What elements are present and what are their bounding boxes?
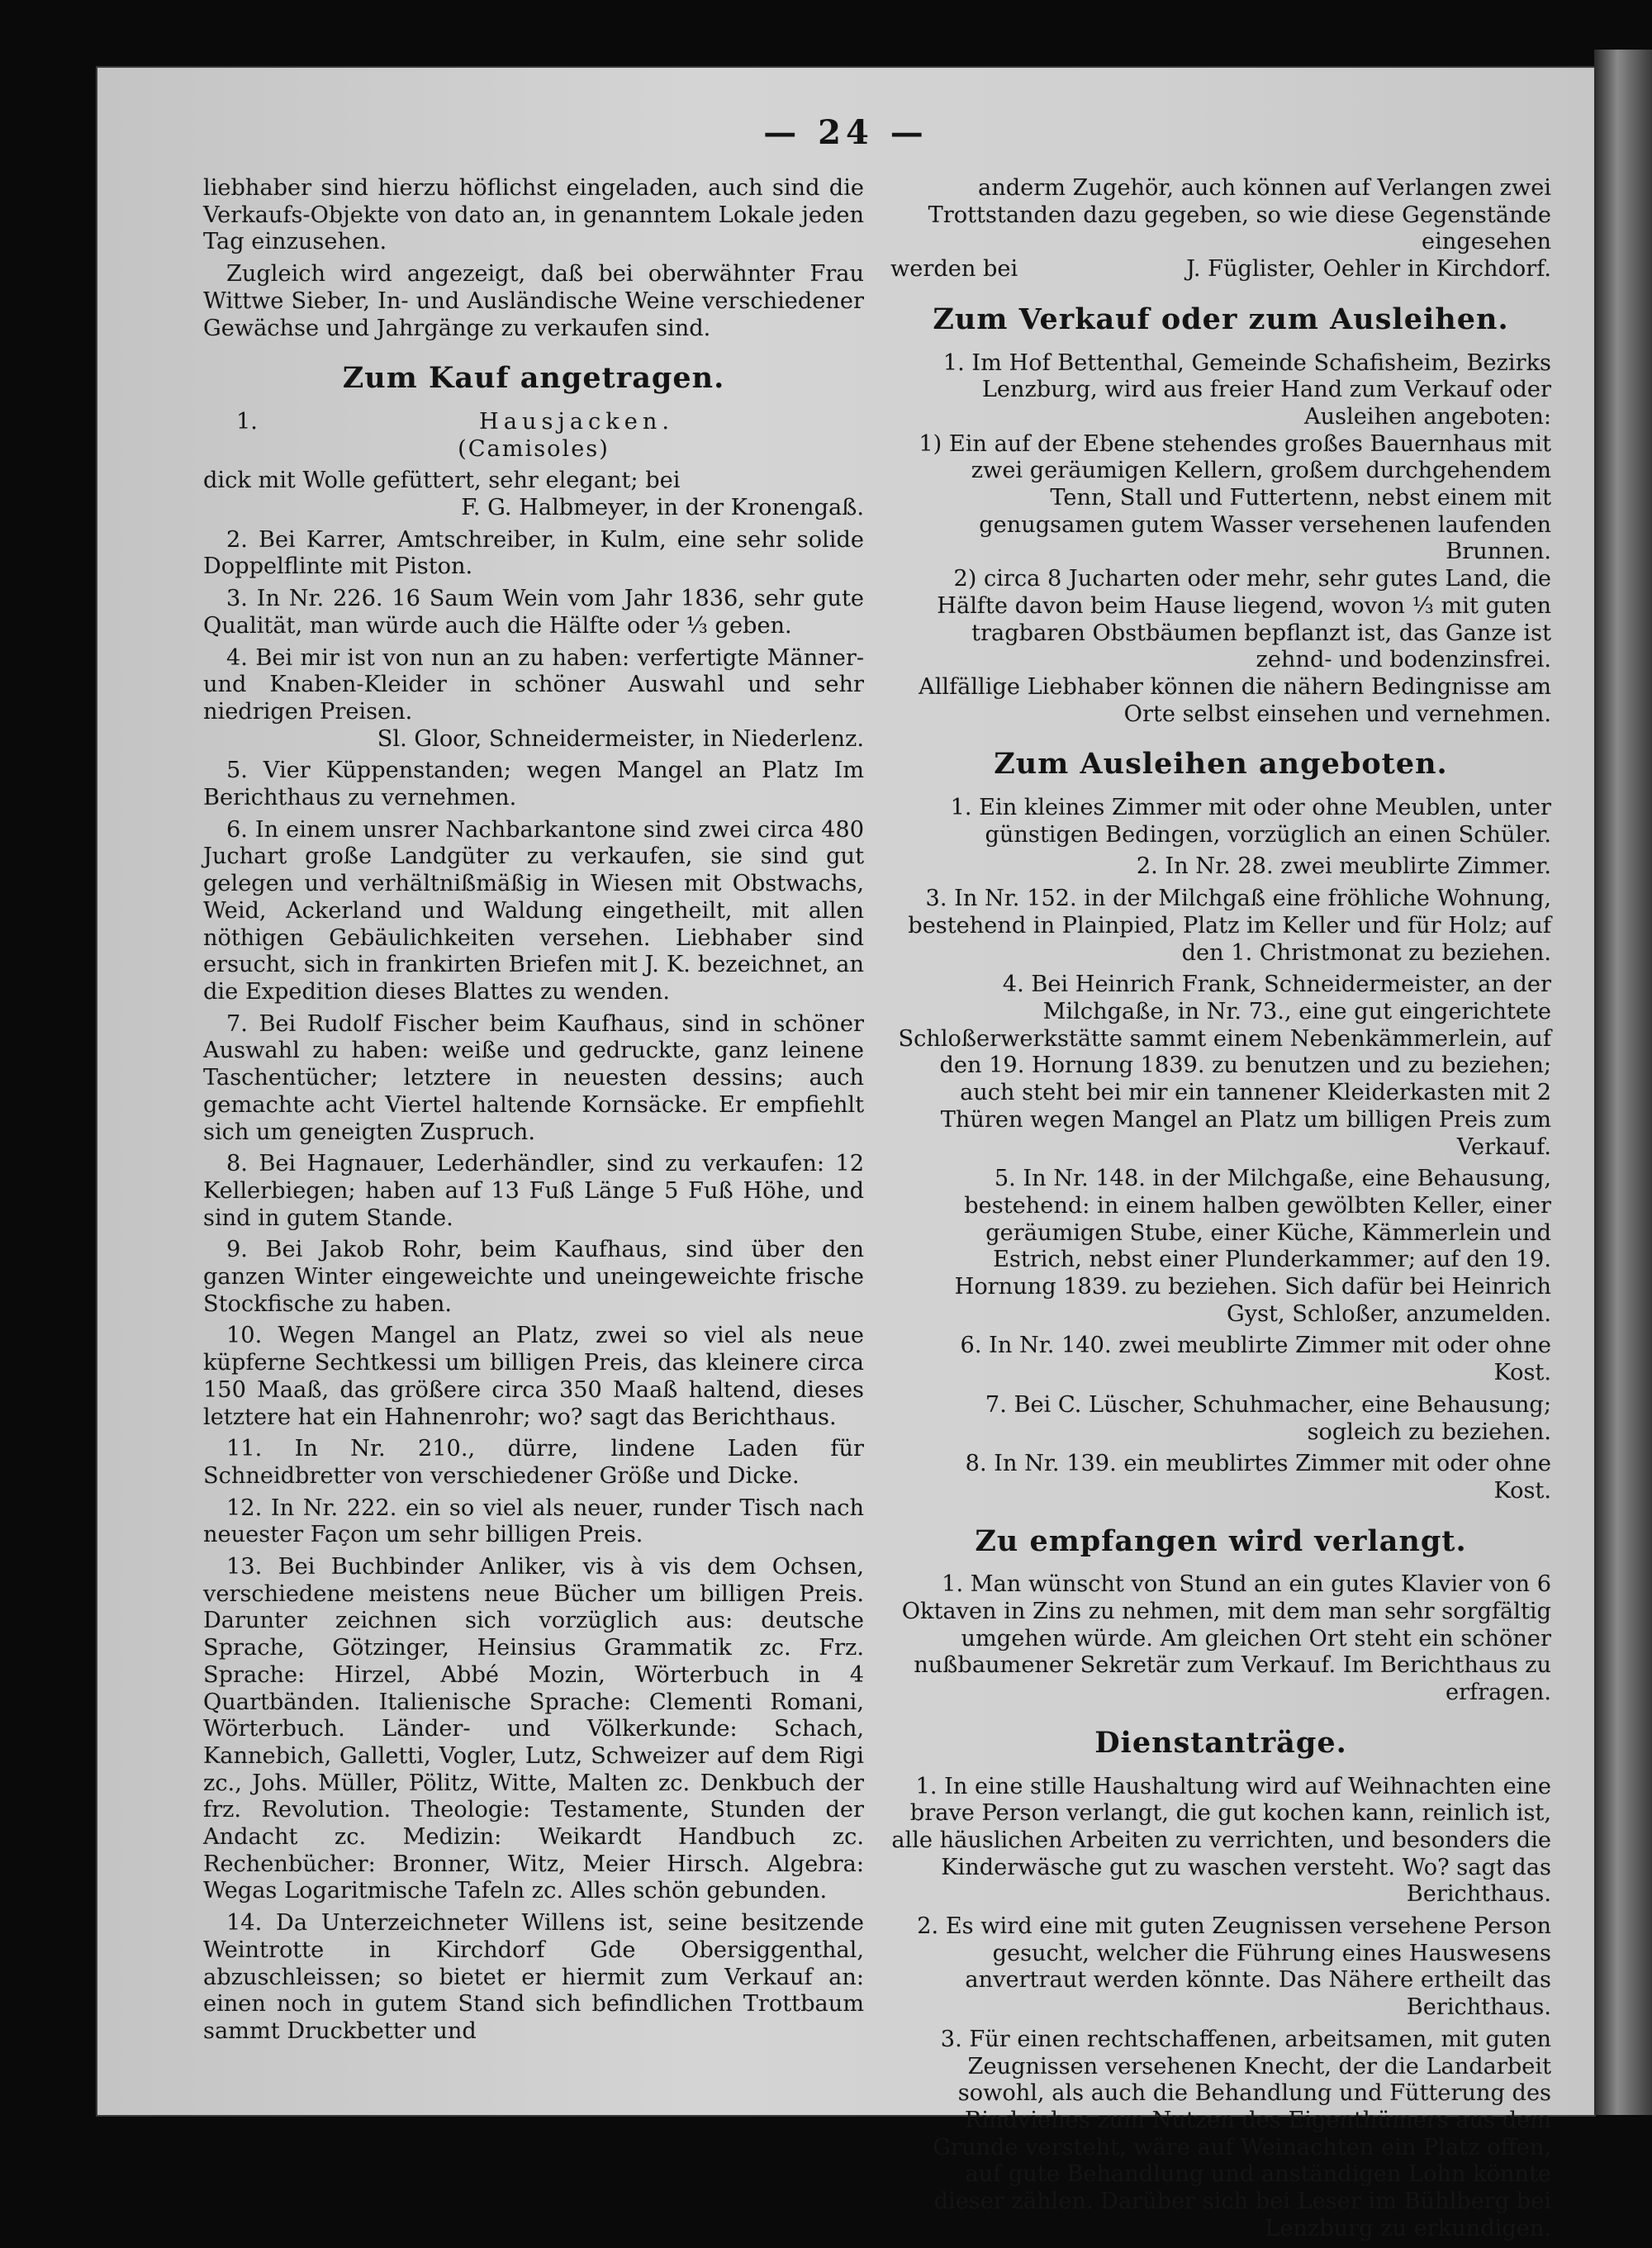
item-1-subtitle: (Camisoles) [458, 435, 610, 462]
item-14-pre: werden bei [890, 256, 1018, 283]
item-9: 9. Bei Jakob Rohr, beim Kaufhaus, sind über den ganzen Winter eingeweichte und uneingeweichte frische Stockfische zu haben. [203, 1237, 864, 1317]
dienst-3: 3. Für einen rechtschaffenen, arbeitsamen, mit guten Zeugnissen versehenen Knecht, der die Landarbeit sowohl, als auch die Behandlung und Fütterung des Rindviehes zum Nutzen des Eigenthümers aus dem Grunde versteht, wäre auf Weinachten ein Platz offen, auf gute Behandlung und anständigen Lohn könnte dieser zählen. Darüber sich bei Leser im Bühlberg bei Lenzburg zu erkundigen. [933, 2026, 1551, 2241]
newspaper-page [97, 68, 1594, 2241]
ausleihen-2: 2. In Nr. 28. zwei meublirte Zimmer. [1136, 853, 1551, 880]
right-column [890, 175, 1551, 2248]
section-heading-empfangen: Zu empfangen wird verlangt. [975, 1523, 1467, 1558]
ausleihen-6: 6. In Nr. 140. zwei meublirte Zimmer mit oder ohne Kost. [960, 1333, 1551, 1386]
ausleihen-8: 8. In Nr. 139. ein meublirtes Zimmer mit oder ohne Kost. [965, 1451, 1551, 1504]
next-page-edge [1594, 50, 1652, 2115]
section-heading-kauf: Zum Kauf angetragen. [342, 361, 725, 396]
section-heading-dienstantraege: Dienstanträge. [1094, 1725, 1347, 1760]
item-5: 5. Vier Küppenstanden; wegen Mangel an Platz Im Berichthaus zu vernehmen. [203, 758, 864, 811]
item-14-signature: J. Füglister, Oehler in Kirchdorf. [1186, 256, 1551, 283]
section-heading-ausleihen: Zum Ausleihen angeboten. [994, 747, 1448, 782]
intro-paragraph: liebhaber sind hierzu höflichst eingeladen, auch sind die Verkaufs-Objekte von dato an, in genanntem Lokale jeden Tag einzusehen. [203, 175, 864, 255]
item-1-head [203, 409, 864, 436]
left-column [203, 175, 864, 2051]
item-1-text: dick mit Wolle gefüttert, sehr elegant; bei [203, 468, 681, 494]
verkauf-1: 1. Im Hof Bettenthal, Gemeinde Schafisheim, Bezirks Lenzburg, wird aus freier Hand zum Verkauf oder Ausleihen angeboten: [942, 349, 1551, 430]
verkauf-1b: 2) circa 8 Jucharten oder mehr, sehr gutes Land, die Hälfte davon beim Hause liegend, wovon ⅓ mit guten tragbaren Obstbäumen bepflanzt ist, das Ganze ist zehnd- und bodenzinsfrei. [937, 566, 1551, 673]
item-2: 2. Bei Karrer, Amtschreiber, in Kulm, eine sehr solide Doppelflinte mit Piston. [203, 526, 864, 580]
dienst-2: 2. Es wird eine mit guten Zeugnissen versehene Person gesucht, welcher die Führung eines Hauswesens anvertraut werden könnte. Das Nähere ertheilt das Berichthaus. [917, 1913, 1551, 2021]
item-6: 6. In einem unsrer Nachbarkantone sind zwei circa 480 Juchart große Landgüter zu verkaufen, sie sind gut gelegen und verhältnißmäßig in Wiesen mit Obstwachs, Weid, Ackerland und Waldung eingetheilt, mit allen nöthigen Gebäulichkeiten versehen. Liebhaber sind ersucht, sich in frankirten Briefen mit J. K. bezeichnet, an die Expedition dieses Blattes zu wenden. [203, 816, 864, 1005]
item-8: 8. Bei Hagnauer, Lederhändler, sind zu verkaufen: 12 Kellerbiegen; haben auf 13 Fuß Länge 5 Fuß Höhe, und sind in gutem Stande. [203, 1151, 864, 1231]
item-13: 13. Bei Buchbinder Anliker, vis à vis dem Ochsen, verschiedene meistens neue Bücher um billigen Preis. Darunter zeichnen sich vorzüglich aus: deutsche Sprache, Götzinger, Heinsius Grammatik zc. Frz. Sprache: Hirzel, Abbé Mozin, Wörterbuch in 4 Quartbänden. Italienische Sprache: Clementi Romani, Wörterbuch. Länder- und Völkerkunde: Schach, Kannebich, Galletti, Vogler, Lutz, Schweizer auf dem Rigi zc., Johs. Müller, Pölitz, Witte, Malten zc. Denkbuch der frz. Revolution. Theologie: Testamente, Stunden der Andacht zc. Medizin: Weikardt Handbuch zc. Rechenbücher: Bronner, Witz, Meier Hirsch. Algebra: Wegas Logaritmische Tafeln zc. Alles schön gebunden. [203, 1554, 864, 1904]
item-1-signature: F. G. Halbmeyer, in der Kronengaß. [461, 495, 864, 521]
item-7: 7. Bei Rudolf Fischer beim Kaufhaus, sind in schöner Auswahl zu haben: weiße und gedruckte, ganz leinene Taschentücher; letztere in neuesten dessins; auch gemachte acht Viertel haltende Kornsäcke. Er empfiehlt sich um geneigten Zuspruch. [203, 1010, 864, 1145]
item-11: 11. In Nr. 210., dürre, lindene Laden für Schneidbretter von verschiedener Größe und Dicke. [203, 1436, 864, 1489]
section-heading-verkauf-ausleihen: Zum Verkauf oder zum Ausleihen. [933, 302, 1509, 336]
item-1-title: Hausjacken. [479, 408, 674, 435]
item-14-continued: anderm Zugehör, auch können auf Verlangen zwei Trottstanden dazu gegeben, so wie diese Gegenstände eingesehen [928, 175, 1551, 255]
ausleihen-1: 1. Ein kleines Zimmer mit oder ohne Meublen, unter günstigen Bedingen, vorzüglich an einen Schüler. [950, 795, 1551, 848]
item-14-signature-line [890, 256, 1551, 283]
ausleihen-7: 7. Bei C. Lüscher, Schuhmacher, eine Behausung; sogleich zu beziehen. [985, 1391, 1551, 1445]
item-14: 14. Da Unterzeichneter Willens ist, seine besitzende Weintrotte in Kirchdorf Gde Obersiggenthal, abzuschleissen; so bietet er hiermit zum Verkauf an: einen noch in gutem Stand sich befindlichen Trottbaum sammt Druckbetter und [203, 1910, 864, 2044]
dienst-1: 1. In eine stille Haushaltung wird auf Weihnachten eine brave Person verlangt, die gut kochen kann, reinlich ist, alle häuslichen Arbeiten zu verrichten, und besonders die Kinderwäsche gut zu waschen versteht. Wo? sagt das Berichthaus. [891, 1773, 1551, 1908]
intro-paragraph-2: Zugleich wird angezeigt, daß bei oberwähnter Frau Wittwe Sieber, In- und Ausländische Weine verschiedener Gewächse und Jahrgänge zu verkaufen sind. [203, 261, 864, 341]
item-3: 3. In Nr. 226. 16 Saum Wein vom Jahr 1836, sehr gute Qualität, man würde auch die Hälfte oder ⅓ geben. [203, 586, 864, 639]
ausleihen-5: 5. In Nr. 148. in der Milchgaße, eine Behausung, bestehend: in einem halben gewölbten Keller, einer geräumigen Stube, einer Küche, Kämmerlein und Estrich, nebst einer Plunderkammer; auf den 19. Hornung 1839. zu beziehen. Sich dafür bei Heinrich Gyst, Schloßer, anzumelden. [954, 1166, 1551, 1327]
item-1-number: 1. [236, 408, 258, 435]
empfangen-1: 1. Man wünscht von Stund an ein gutes Klavier von 6 Oktaven in Zins zu nehmen, mit dem man sehr sorgfältig umgehen würde. Am gleichen Ort steht ein schöner nußbaumener Sekretär zum Verkauf. Im Berichthaus zu erfragen. [901, 1571, 1551, 1706]
item-12: 12. In Nr. 222. ein so viel als neuer, runder Tisch nach neuester Façon um sehr billigen Preis. [203, 1495, 864, 1548]
verkauf-1c: Allfällige Liebhaber können die nähern Bedingnisse am Orte selbst einsehen und vernehmen. [919, 673, 1551, 727]
item-4-signature: Sl. Gloor, Schneidermeister, in Niederlenz. [377, 725, 864, 752]
ausleihen-4: 4. Bei Heinrich Frank, Schneidermeister, an der Milchgaße, in Nr. 73., eine gut eingerichtete Schloßerwerkstätte sammt einem Nebenkämmerlein, auf den 19. Hornung 1839. zu benutzen und zu beziehen; auch steht bei mir ein tannener Kleiderkasten mit 2 Thüren wegen Mangel an Platz um billigen Preis zum Verkauf. [898, 972, 1551, 1160]
verkauf-1a: 1) Ein auf der Ebene stehendes großes Bauernhaus mit zwei geräumigen Kellern, großem durchgehendem Tenn, Stall und Futtertenn, nebst einem mit genugsamen gutem Wasser versehenen laufenden Brunnen. [919, 430, 1551, 565]
item-4: 4. Bei mir ist von nun an zu haben: verfertigte Männer- und Knaben-Kleider in schöner Auswahl und sehr niedrigen Preisen. [203, 644, 864, 725]
ausleihen-3: 3. In Nr. 152. in der Milchgaß eine fröhliche Wohnung, bestehend in Plainpied, Platz im Keller und für Holz; auf den 1. Christmonat zu beziehen. [908, 886, 1551, 966]
item-10: 10. Wegen Mangel an Platz, zwei so viel als neue küpferne Sechtkessi um billigen Preis, das kleinere circa 150 Maaß, das größere circa 350 Maaß haltend, dieses letztere hat ein Hahnenrohr; wo? sagt das Berichthaus. [203, 1323, 864, 1430]
page-number: — 24 — [763, 113, 928, 152]
